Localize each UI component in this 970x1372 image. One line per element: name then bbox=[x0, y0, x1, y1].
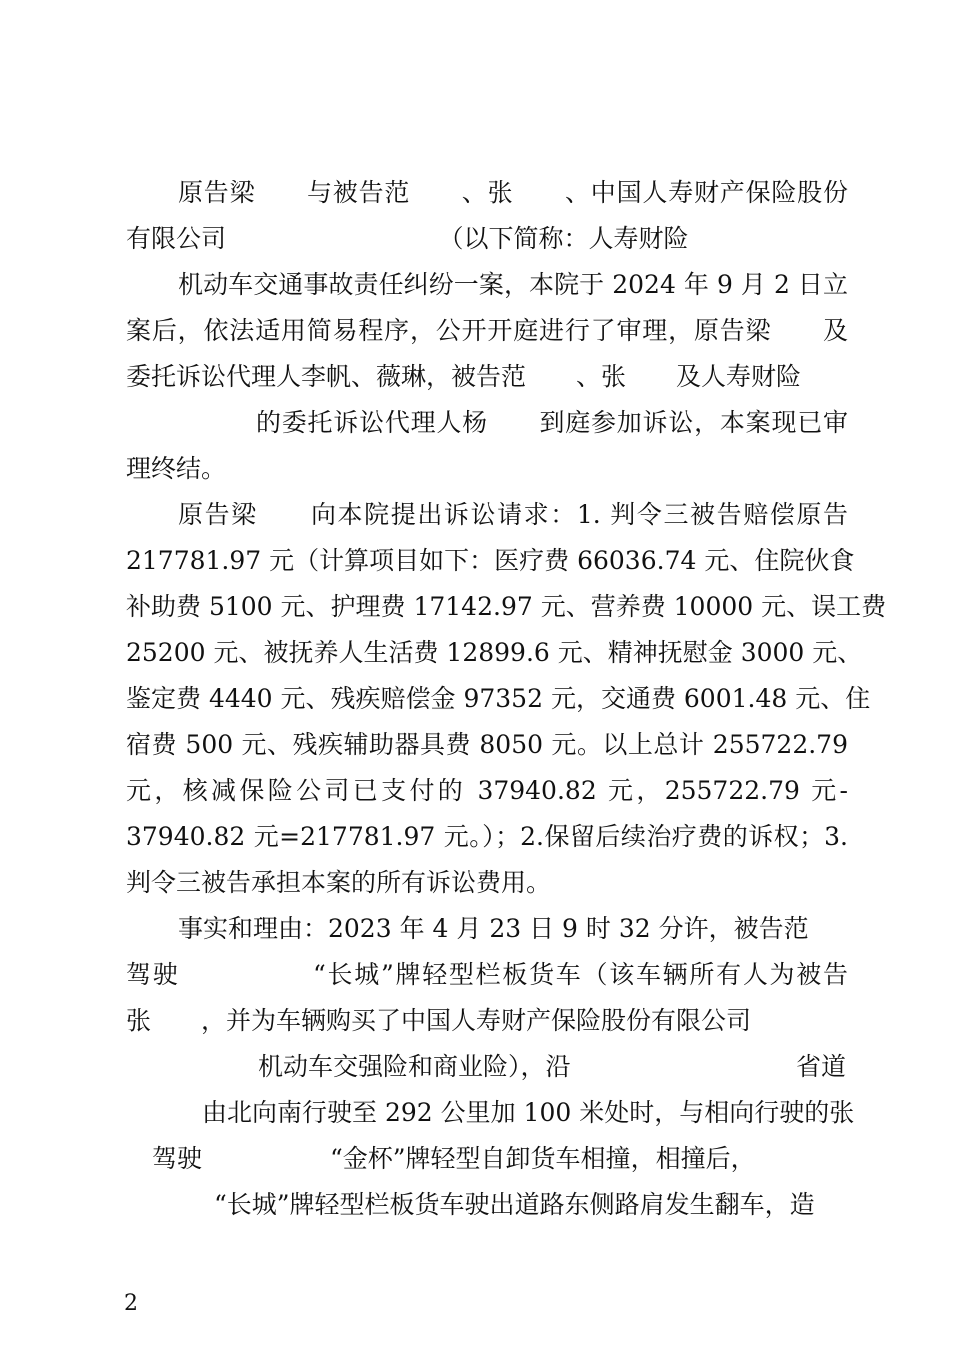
paragraph-line: 宿费 500 元、残疾辅助器具费 8050 元。以上总计 255722.79 bbox=[126, 730, 848, 759]
paragraph-line: 的委托诉讼代理人杨 到庭参加诉讼，本案现已审 bbox=[256, 408, 848, 437]
paragraph-line: 原告梁 与被告范 、张 、中国人寿财产保险股份 bbox=[178, 178, 848, 207]
paragraph-line: 原告梁 向本院提出诉讼请求：1. 判令三被告赔偿原告 bbox=[178, 500, 848, 529]
paragraph-line: 有限公司 （以下简称：人寿财险 bbox=[126, 224, 689, 253]
paragraph-line: 省道 bbox=[796, 1052, 847, 1081]
paragraph-line: 案后，依法适用简易程序，公开开庭进行了审理，原告梁 及 bbox=[126, 316, 848, 345]
paragraph-line: 机动车交强险和商业险），沿 bbox=[258, 1052, 571, 1081]
paragraph-line: 25200 元、被抚养人生活费 12899.6 元、精神抚慰金 3000 元、 bbox=[126, 638, 863, 667]
paragraph-line: 事实和理由：2023 年 4 月 23 日 9 时 32 分许，被告范 bbox=[178, 914, 809, 943]
paragraph-line: 37940.82 元=217781.97 元。）；2.保留后续治疗费的诉权；3. bbox=[126, 822, 848, 851]
paragraph-line: 217781.97 元（计算项目如下：医疗费 66036.74 元、住院伙食 bbox=[126, 546, 855, 575]
paragraph-line: “金杯”牌轻型自卸货车相撞，相撞后， bbox=[330, 1144, 756, 1173]
paragraph-line: 理终结。 bbox=[126, 454, 227, 483]
paragraph-line: 驾驶 “长城”牌轻型栏板货车（该车辆所有人为被告 bbox=[126, 960, 848, 989]
paragraph-line: 鉴定费 4440 元、残疾赔偿金 97352 元，交通费 6001.48 元、住 bbox=[126, 684, 871, 713]
paragraph-line: 张 ，并为车辆购买了中国人寿财产保险股份有限公司 bbox=[126, 1006, 752, 1035]
paragraph-line: 驾驶 bbox=[152, 1144, 203, 1173]
paragraph-line: 由北向南行驶至 292 公里加 100 米处时，与相向行驶的张 bbox=[202, 1098, 855, 1127]
paragraph-line: “长城”牌轻型栏板货车驶出道路东侧路肩发生翻车，造 bbox=[214, 1190, 815, 1219]
paragraph-line: 补助费 5100 元、护理费 17142.97 元、营养费 10000 元、误工费 bbox=[126, 592, 887, 621]
paragraph-line: 元，核减保险公司已支付的 37940.82 元，255722.79 元- bbox=[126, 776, 848, 805]
page-number: 2 bbox=[124, 1291, 138, 1316]
paragraph-line: 机动车交通事故责任纠纷一案，本院于 2024 年 9 月 2 日立 bbox=[178, 270, 848, 299]
paragraph-line: 判令三被告承担本案的所有诉讼费用。 bbox=[126, 868, 552, 897]
paragraph-line: 委托诉讼代理人李帆、薇琳，被告范 、张 及人寿财险 bbox=[126, 362, 802, 391]
